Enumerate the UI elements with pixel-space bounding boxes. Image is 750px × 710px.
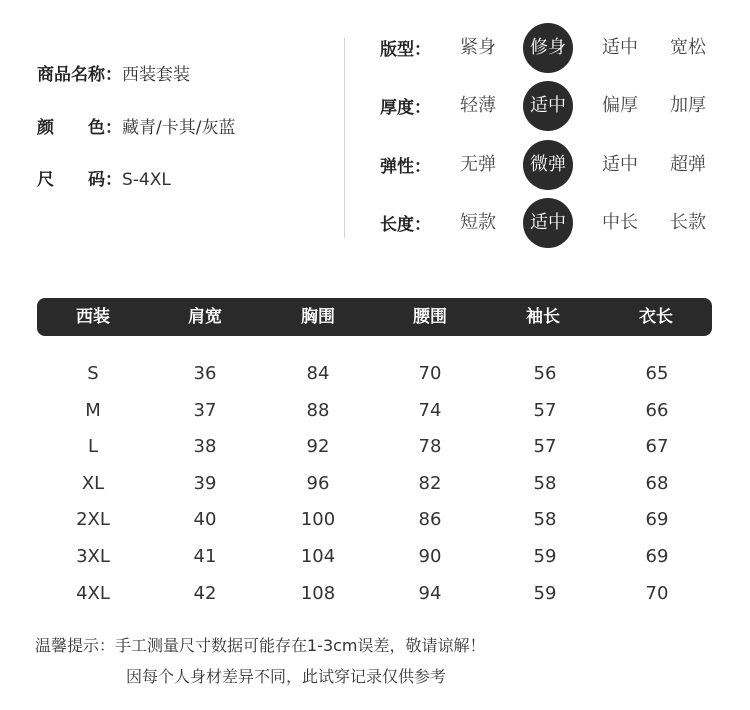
table-cell: 57: [533, 399, 557, 421]
info-row-color: [37, 113, 235, 138]
table-row: [0, 505, 750, 535]
attribute-option: 紧身: [460, 37, 496, 58]
attribute-label: 版型：: [380, 40, 431, 60]
attribute-option: 宽松: [670, 37, 706, 58]
table-cell: 108: [300, 582, 336, 604]
table-cell: 57: [533, 436, 557, 458]
table-cell: 86: [418, 509, 442, 531]
info-value: 藏青/卡其/灰蓝: [122, 118, 236, 138]
table-cell: 90: [418, 546, 442, 567]
attribute-option: 轻薄: [460, 95, 496, 116]
attribute-option-selected: 适中: [523, 81, 573, 131]
info-key: 颜 色：: [37, 118, 122, 138]
header-cell-sleeve: 袖长: [526, 307, 560, 327]
table-row: [0, 359, 750, 389]
table-cell: 94: [418, 582, 442, 604]
table-cell: 59: [533, 582, 557, 604]
attribute-option: 短款: [460, 212, 496, 233]
table-cell: 88: [306, 399, 330, 421]
table-cell: 36: [193, 363, 217, 384]
vertical-divider: [344, 38, 345, 238]
table-cell: 69: [645, 509, 669, 531]
table-cell: 70: [418, 363, 442, 384]
info-value: 西装套装: [122, 65, 190, 85]
table-cell: 67: [645, 436, 669, 458]
table-cell: L: [87, 436, 99, 458]
table-cell: 40: [193, 509, 217, 531]
attribute-option: 无弹: [460, 154, 496, 175]
table-cell: 37: [193, 399, 217, 421]
table-cell: 58: [533, 509, 557, 531]
table-cell: 59: [533, 546, 557, 567]
table-row: [0, 542, 750, 572]
table-row: [0, 469, 750, 499]
table-row: [0, 432, 750, 462]
table-cell: M: [85, 399, 101, 421]
info-row-size: [37, 165, 171, 190]
attribute-option: 加厚: [670, 95, 706, 116]
table-cell: 69: [645, 546, 669, 567]
attribute-option: 适中: [602, 37, 638, 58]
header-cell-length: 衣长: [639, 307, 673, 327]
table-cell: 58: [533, 472, 557, 494]
table-cell: 65: [645, 363, 669, 384]
table-cell: 104: [300, 546, 336, 567]
table-cell: 38: [193, 436, 217, 458]
attribute-option-selected: 适中: [523, 198, 573, 248]
info-value: S-4XL: [122, 170, 171, 190]
table-cell: 82: [418, 472, 442, 494]
attribute-option-selected: 微弹: [523, 140, 573, 190]
table-cell: 78: [418, 436, 442, 458]
table-cell: 4XL: [76, 582, 110, 604]
table-cell: 68: [645, 472, 669, 494]
table-cell: 84: [306, 363, 330, 384]
attribute-option: 中长: [602, 212, 638, 233]
attribute-option: 偏厚: [602, 95, 638, 116]
size-table-header: [37, 298, 712, 336]
attribute-option-selected: 修身: [523, 23, 573, 73]
note-line-1: 温馨提示：手工测量尺寸数据可能存在1-3cm误差，敬请谅解！: [35, 636, 486, 655]
table-cell: 42: [193, 582, 217, 604]
table-cell: 41: [193, 546, 217, 567]
table-cell: S: [87, 363, 99, 384]
table-cell: 39: [193, 472, 217, 494]
table-cell: 70: [645, 582, 669, 604]
table-cell: 74: [418, 399, 442, 421]
header-cell-style: 西装: [76, 307, 110, 327]
attribute-label: 厚度：: [380, 98, 431, 118]
info-row-name: [37, 60, 190, 85]
info-key: 尺 码：: [37, 170, 122, 190]
header-cell-shoulder: 肩宽: [188, 307, 222, 327]
table-row: [0, 396, 750, 426]
table-cell: XL: [81, 472, 105, 494]
info-key: 商品名称：: [37, 65, 122, 85]
attribute-label: 弹性：: [380, 157, 431, 177]
note-line-2: 因每个人身材差异不同，此试穿记录仅供参考: [126, 667, 447, 686]
table-cell: 3XL: [76, 546, 110, 567]
table-cell: 2XL: [76, 509, 110, 531]
attribute-option: 适中: [602, 154, 638, 175]
table-row: [0, 579, 750, 609]
table-cell: 66: [645, 399, 669, 421]
attribute-option: 超弹: [670, 154, 706, 175]
header-cell-chest: 胸围: [301, 307, 335, 327]
header-cell-waist: 腰围: [413, 307, 447, 327]
table-cell: 96: [306, 472, 330, 494]
attribute-label: 长度：: [380, 215, 431, 235]
attribute-option: 长款: [670, 212, 706, 233]
table-cell: 92: [306, 436, 330, 458]
table-cell: 100: [300, 509, 336, 531]
table-cell: 56: [533, 363, 557, 384]
